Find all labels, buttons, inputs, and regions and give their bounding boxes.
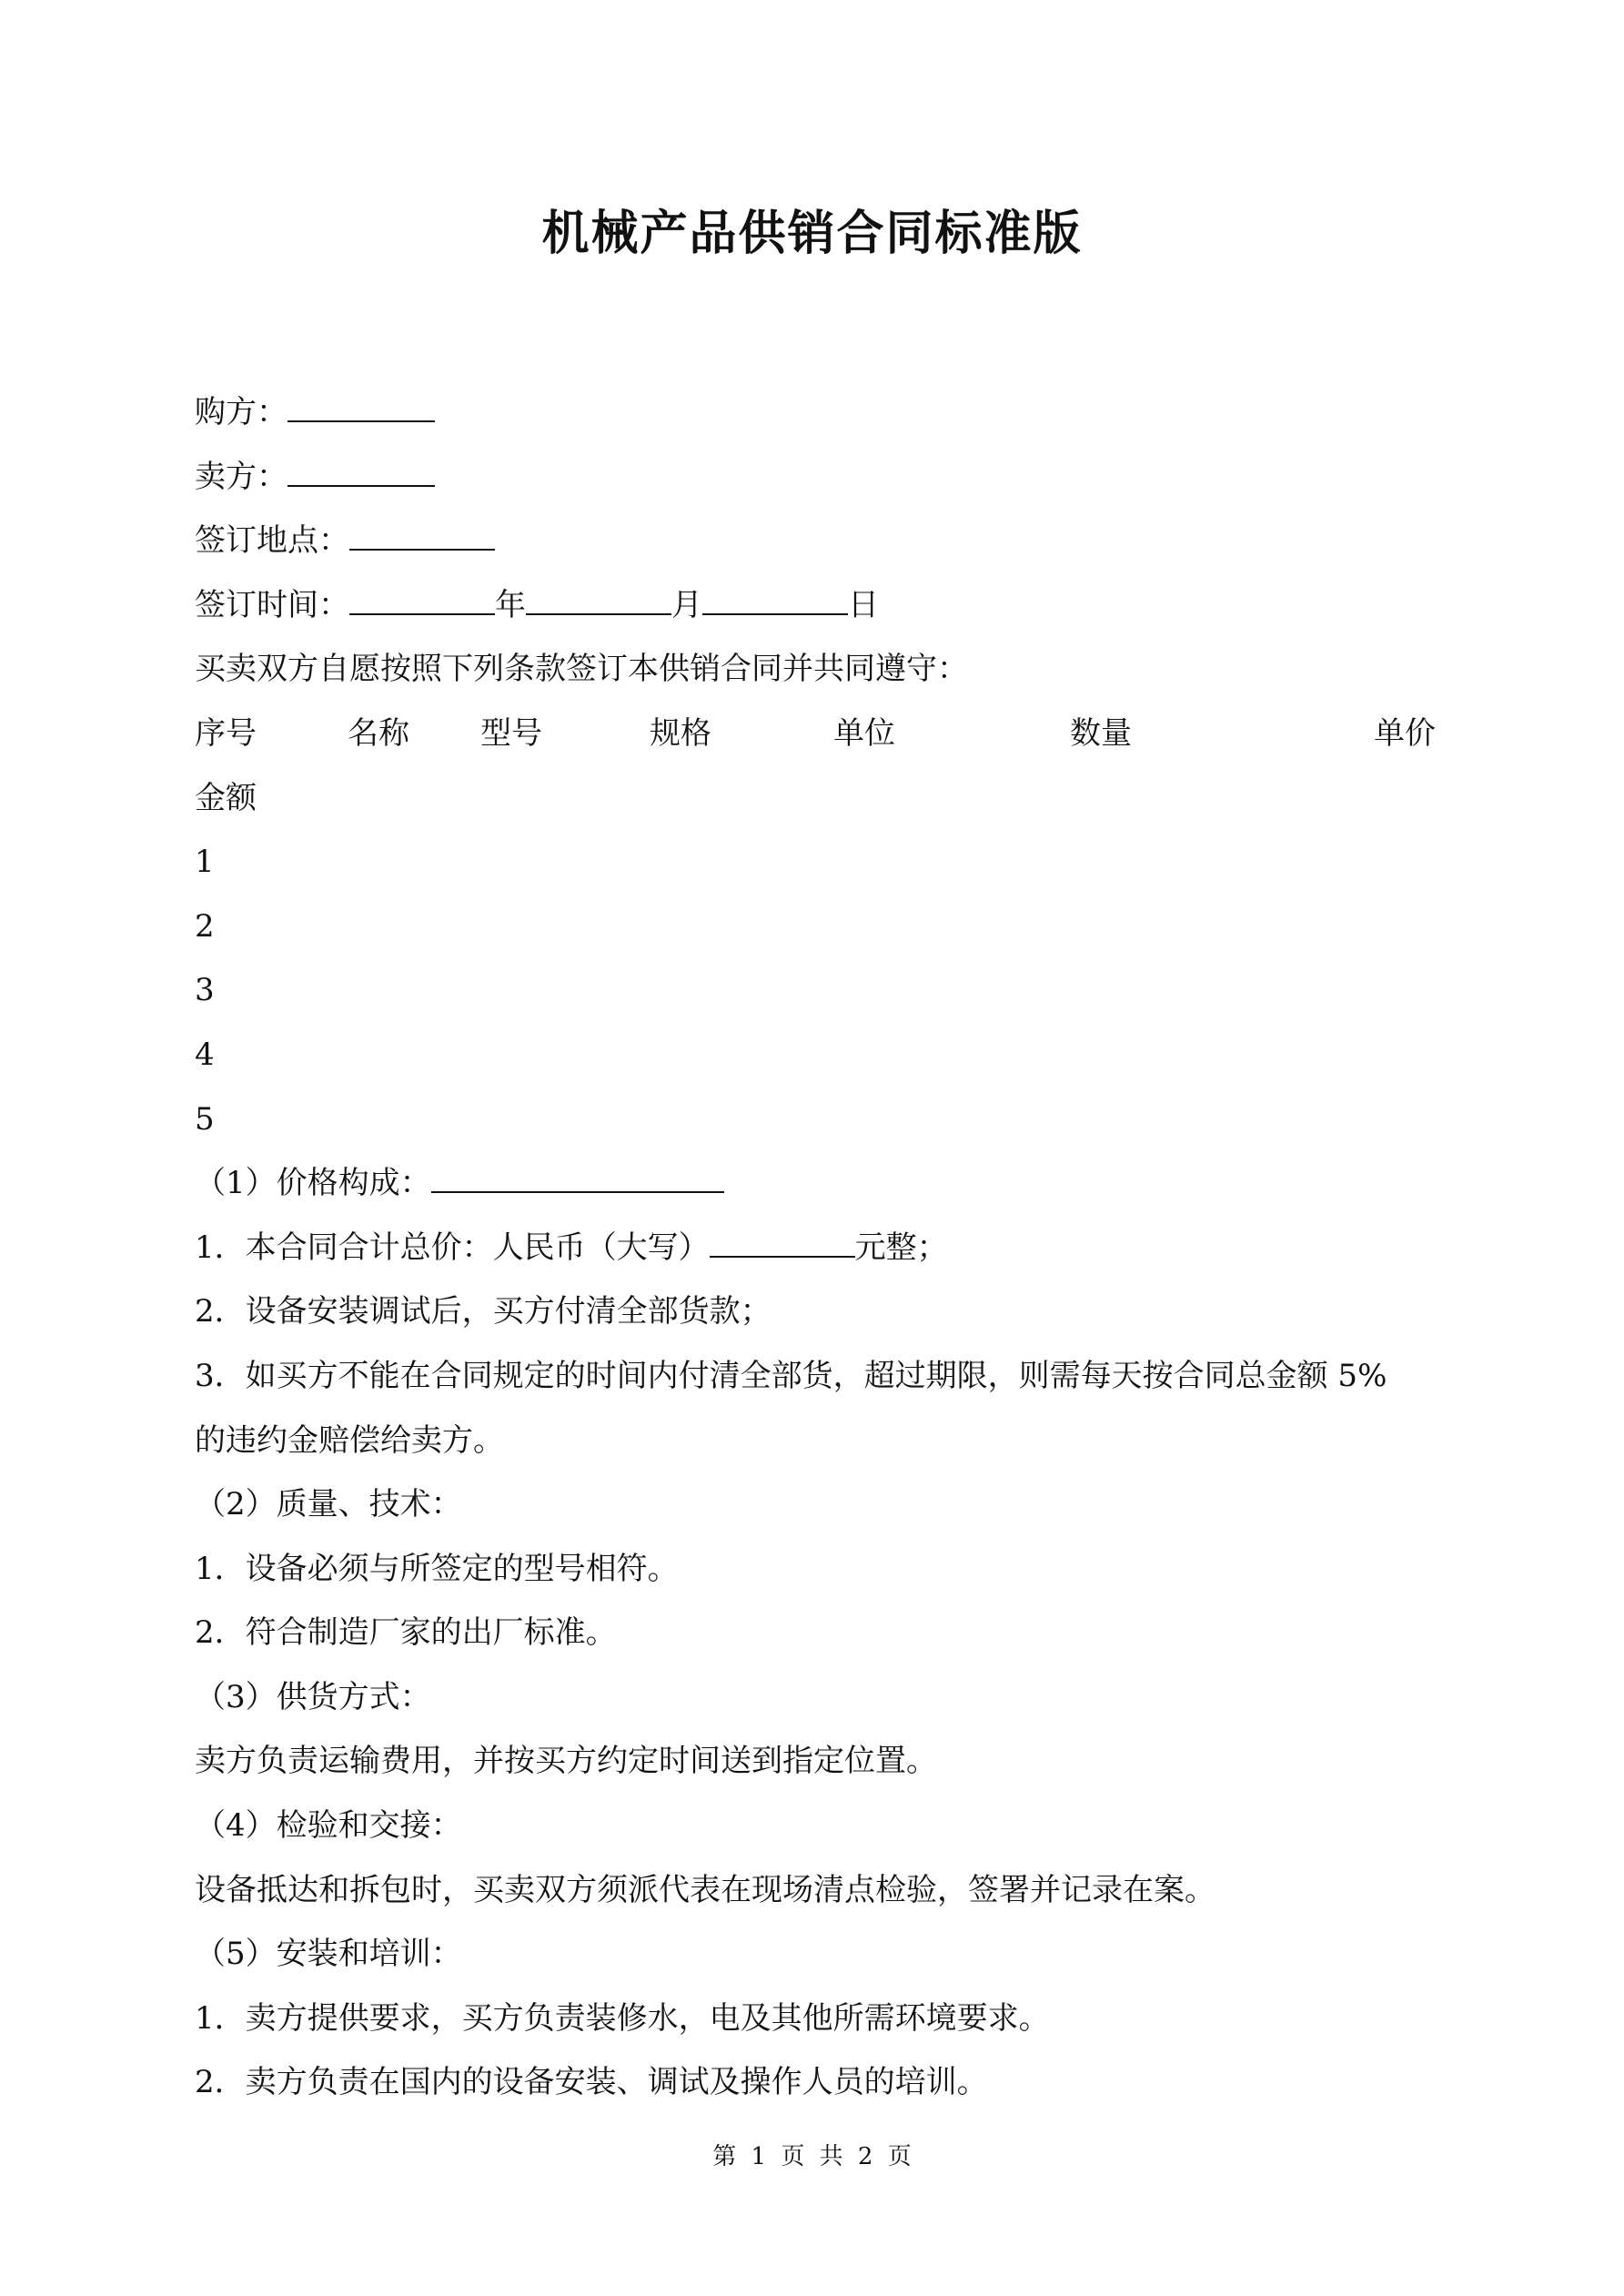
price-item-1-text: 1．本合同合计总价：人民币（大写）: [195, 1229, 710, 1266]
place-blank[interactable]: [349, 514, 495, 551]
table-row: 5: [195, 1100, 215, 1138]
quality-item-1: 1．设备必须与所签定的型号相符。: [195, 1550, 679, 1587]
price-item-1-suffix: 元整；: [854, 1229, 948, 1266]
table-row: 2: [195, 907, 215, 945]
time-line: [195, 573, 1450, 638]
col-header-unit: 单位: [833, 714, 895, 752]
buyer-line: [195, 380, 1450, 445]
table-row: 4: [195, 1036, 215, 1073]
install-heading: （5）安装和培训：: [195, 1936, 462, 1973]
total-amount-blank[interactable]: [710, 1221, 855, 1258]
day-blank[interactable]: [702, 579, 848, 615]
buyer-label: 购方：: [195, 394, 287, 430]
quality-heading: （2）质量、技术：: [195, 1486, 462, 1523]
seller-blank[interactable]: [287, 450, 435, 487]
table-header: [195, 702, 1450, 766]
supply-heading: （3）供货方式：: [195, 1678, 431, 1715]
col-header-seq: 序号: [195, 714, 257, 752]
install-item-1: 1．卖方提供要求，买方负责装修水，电及其他所需环境要求。: [195, 1999, 1050, 2037]
col-header-qty: 数量: [1070, 714, 1132, 752]
document-body: [195, 380, 1450, 2115]
intro-line: 买卖双方自愿按照下列条款签订本供销合同并共同遵守：: [195, 651, 968, 688]
table-row: 1: [195, 844, 215, 881]
inspection-text: 设备抵达和拆包时，买卖双方须派代表在现场清点检验，签署并记录在案。: [195, 1871, 1215, 1908]
place-line: [195, 509, 1450, 573]
price-heading: （1）价格构成：: [195, 1165, 431, 1202]
time-label: 签订时间：: [195, 586, 349, 623]
month-blank[interactable]: [526, 579, 671, 615]
month-label: 月: [671, 586, 702, 623]
seller-line: [195, 445, 1450, 510]
col-header-model: 型号: [480, 714, 542, 752]
install-item-2: 2．卖方负责在国内的设备安装、调试及操作人员的培训。: [195, 2064, 988, 2101]
col-header-price: 单价: [1374, 714, 1436, 752]
year-label: 年: [495, 586, 526, 623]
day-label: 日: [848, 586, 879, 623]
price-item-3-line-2: 的违约金赔偿给卖方。: [195, 1421, 504, 1459]
buyer-blank[interactable]: [287, 386, 435, 422]
year-blank[interactable]: [349, 579, 495, 615]
quality-item-2: 2．符合制造厂家的出厂标准。: [195, 1614, 617, 1652]
document-title: 机械产品供销合同标准版: [541, 206, 1083, 261]
price-item-3-line-1: 3．如买方不能在合同规定的时间内付清全部货，超过期限，则需每天按合同总金额 5%: [195, 1357, 1387, 1394]
place-label: 签订地点：: [195, 522, 349, 560]
col-header-amount: 金额: [195, 779, 257, 816]
price-heading-line: [195, 1151, 1450, 1216]
col-header-spec: 规格: [650, 714, 711, 752]
table-row: 3: [195, 972, 215, 1009]
col-header-name: 名称: [348, 714, 409, 752]
page-footer: 第 1 页 共 2 页: [712, 2143, 912, 2170]
price-item-1: [195, 1216, 1450, 1280]
price-item-2: 2．设备安装调试后，买方付清全部货款；: [195, 1293, 772, 1330]
inspection-heading: （4）检验和交接：: [195, 1807, 462, 1845]
supply-text: 卖方负责运输费用，并按买方约定时间送到指定位置。: [195, 1743, 937, 1780]
seller-label: 卖方：: [195, 458, 287, 495]
price-blank[interactable]: [431, 1157, 724, 1193]
